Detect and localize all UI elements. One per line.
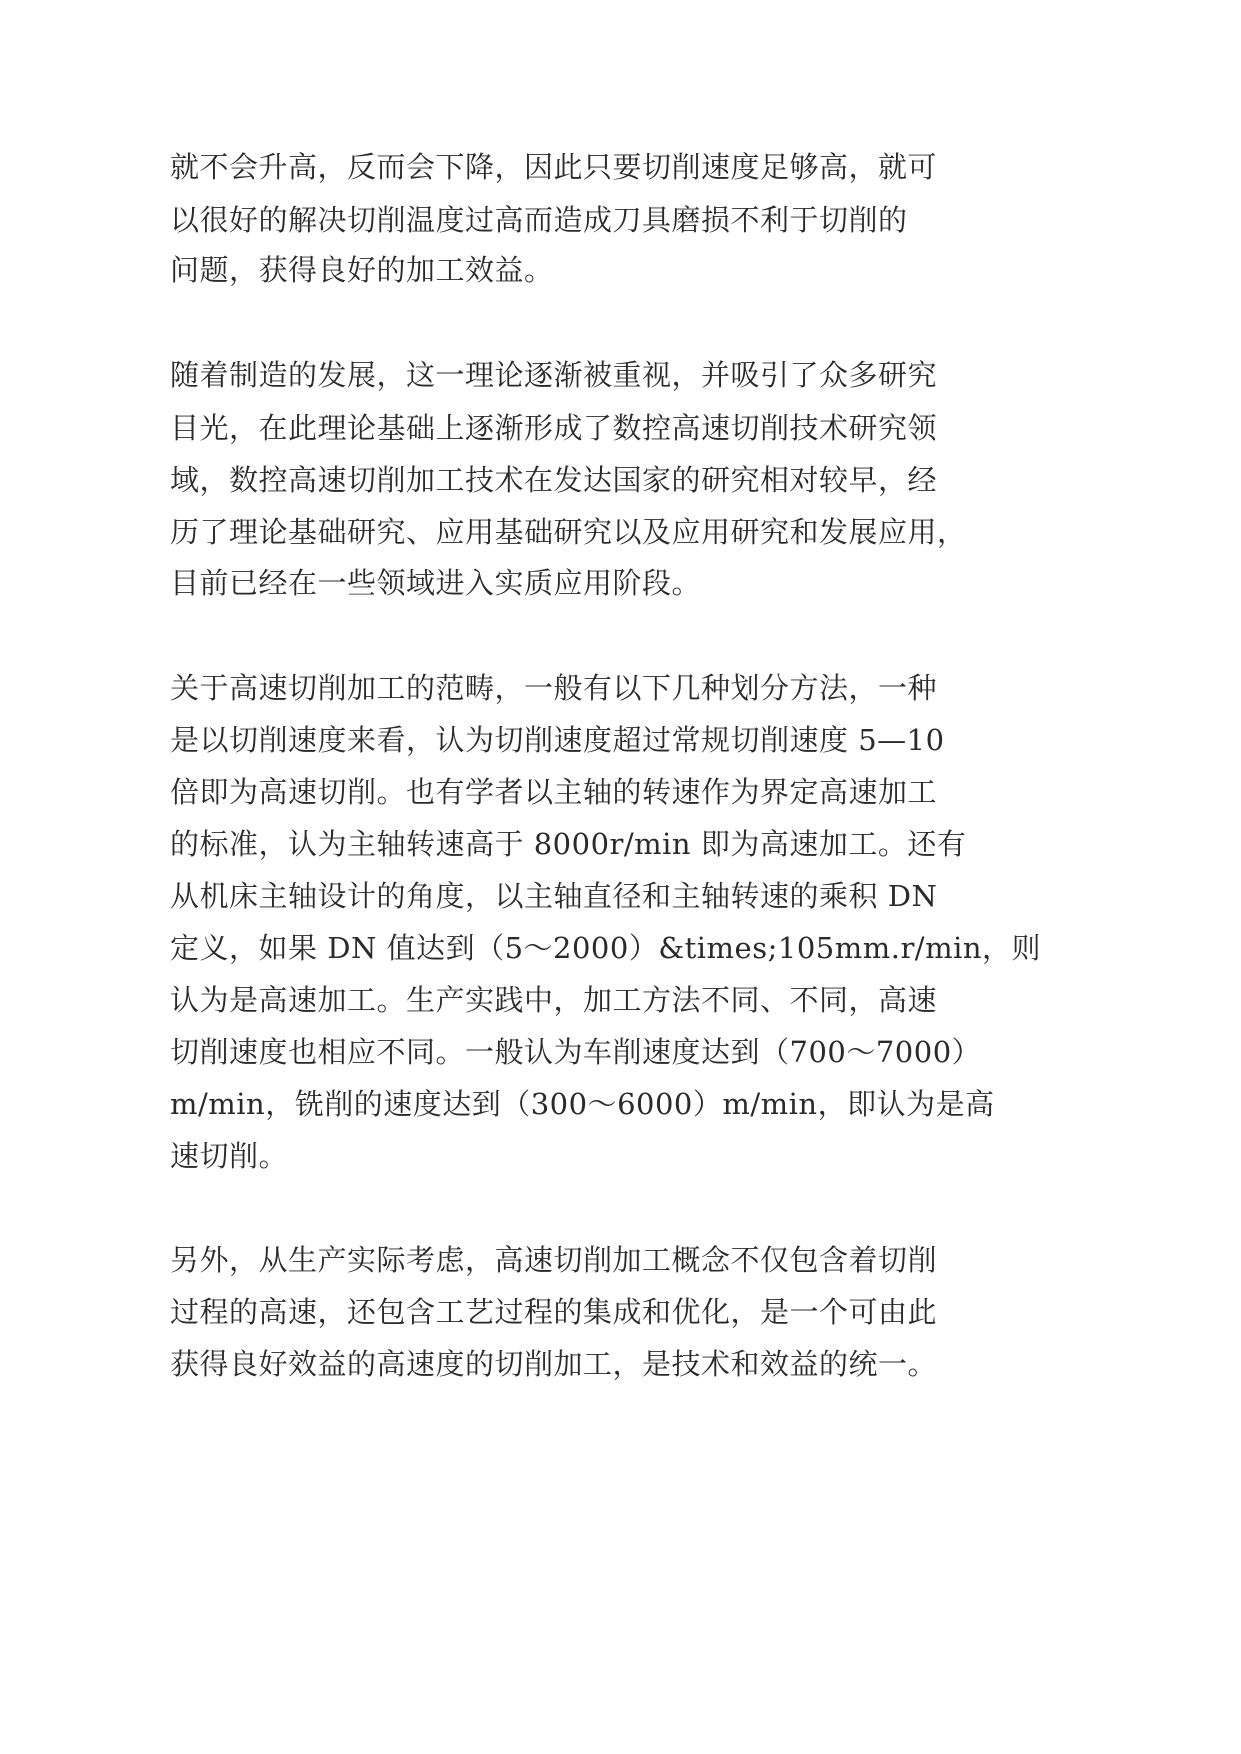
paragraph-3-line-3: 倍即为高速切削。也有学者以主轴的转速作为界定高速加工 [170,775,938,809]
paragraph-3-line-9: m/min，铣削的速度达到（300～6000）m/min，即认为是高 [170,1087,995,1121]
paragraph-3-line-5: 从机床主轴设计的角度，以主轴直径和主轴转速的乘积 DN [170,879,938,913]
paragraph-1-line-2: 以很好的解决切削温度过高而造成刀具磨损不利于切削的 [170,203,908,237]
paragraph-2-line-1: 随着制造的发展，这一理论逐渐被重视，并吸引了众多研究 [170,358,938,392]
paragraph-3-line-8: 切削速度也相应不同。一般认为车削速度达到（700～7000） [170,1035,982,1069]
paragraph-4-line-3: 获得良好效益的高速度的切削加工，是技术和效益的统一。 [170,1347,938,1381]
paragraph-4-line-1: 另外，从生产实际考虑，高速切削加工概念不仅包含着切削 [170,1243,938,1277]
paragraph-3-line-2: 是以切削速度来看，认为切削速度超过常规切削速度 5—10 [170,723,945,757]
paragraph-2-line-3: 域，数控高速切削加工技术在发达国家的研究相对较早，经 [170,463,938,497]
paragraph-3-line-6: 定义，如果 DN 值达到（5～2000）&times;105mm.r/min，则 [170,931,1042,965]
paragraph-2-line-4: 历了理论基础研究、应用基础研究以及应用研究和发展应用， [170,515,967,549]
paragraph-1-line-3: 问题，获得良好的加工效益。 [170,253,554,287]
paragraph-2-line-2: 目光，在此理论基础上逐渐形成了数控高速切削技术研究领 [170,411,938,445]
paragraph-4-line-2: 过程的高速，还包含工艺过程的集成和优化，是一个可由此 [170,1295,938,1329]
paragraph-3-line-10: 速切削。 [170,1139,289,1173]
paragraph-2-line-5: 目前已经在一些领域进入实质应用阶段。 [170,566,702,600]
paragraph-3-line-1: 关于高速切削加工的范畴，一般有以下几种划分方法，一种 [170,671,938,705]
paragraph-1-line-1: 就不会升高，反而会下降，因此只要切削速度足够高，就可 [170,150,938,184]
paragraph-3-line-4: 的标准，认为主轴转速高于 8000r/min 即为高速加工。还有 [170,827,967,861]
paragraph-3-line-7: 认为是高速加工。生产实践中，加工方法不同、不同，高速 [170,983,938,1017]
